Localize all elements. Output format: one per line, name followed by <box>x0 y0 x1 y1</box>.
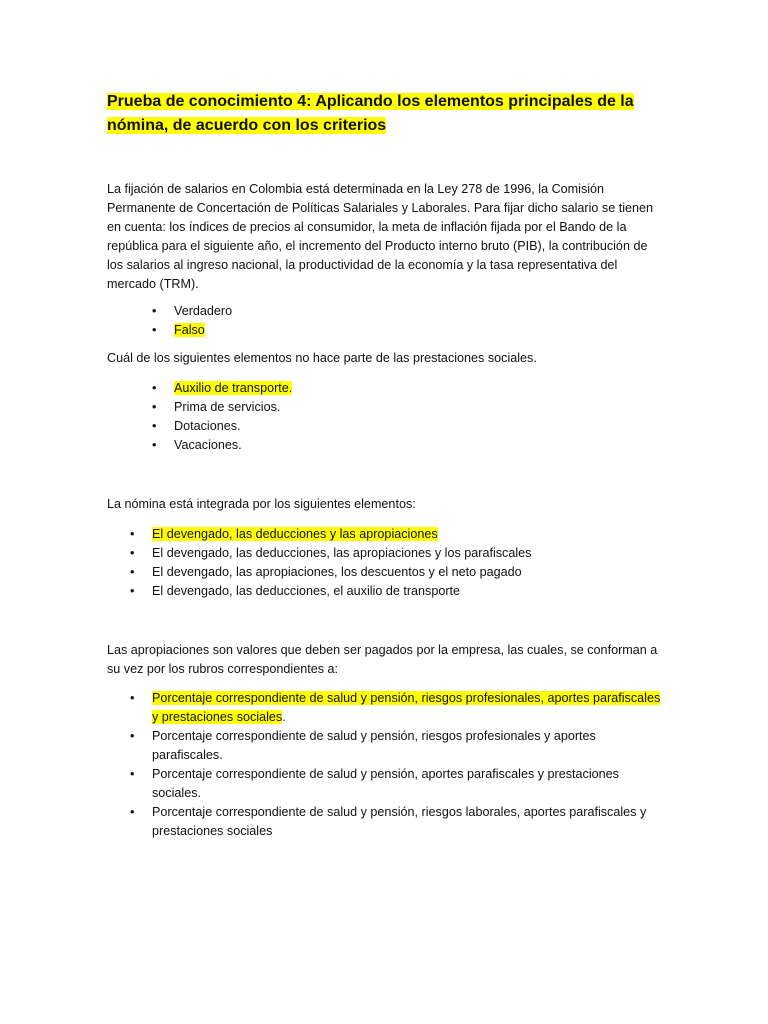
list-item: • Porcentaje correspondiente de salud y pensión, aportes parafiscales y prestaciones sociales. <box>107 765 663 803</box>
list-item: • Porcentaje correspondiente de salud y pensión, riesgos laborales, aportes parafiscales y prestaciones sociales <box>107 803 663 841</box>
question-3-text: La nómina está integrada por los siguientes elementos: <box>107 497 416 511</box>
list-item <box>107 379 663 398</box>
question-4-text: Las apropiaciones son valores que deben ser pagados por la empresa, las cuales, se conforman a su vez por los rubros correspondientes a: <box>107 643 658 676</box>
question-2 <box>107 349 663 368</box>
question-1-text: La fijación de salarios en Colombia está determinada en la Ley 278 de 1996, la Comisión Permanente de Concertación de Políticas Salariales y Laborales. Para fijar dicho salario se tienen en cuenta: los índices de precios al consumidor, la meta de inflación fijada por el Bando de la república para el siguiente año, el incremento del Producto interno bruto (PIB), la contribución de los salarios al ingreso nacional, la productividad de la economía y la tasa representativa del mercado (TRM). <box>107 182 654 291</box>
question-1 <box>107 180 663 294</box>
question-4-options <box>107 689 663 841</box>
list-item: • Prima de servicios. <box>107 398 663 417</box>
answer-highlight: Auxilio de transporte. <box>174 381 293 395</box>
list-item: • El devengado, las deducciones, el auxilio de transporte <box>107 582 663 601</box>
list-item: • Vacaciones. <box>107 436 663 455</box>
question-2-text: Cuál de los siguientes elementos no hace parte de las prestaciones sociales. <box>107 351 537 365</box>
list-item: • Dotaciones. <box>107 417 663 436</box>
page-title <box>107 90 647 138</box>
question-1-options <box>107 302 663 340</box>
answer-highlight: Falso <box>174 323 205 337</box>
question-2-options <box>107 379 663 455</box>
list-item: • El devengado, las apropiaciones, los descuentos y el neto pagado <box>107 563 663 582</box>
answer-highlight: Porcentaje correspondiente de salud y pensión, riesgos profesionales, aportes parafiscales y prestaciones sociales <box>152 691 661 724</box>
question-3 <box>107 495 663 514</box>
list-item: • El devengado, las deducciones, las apropiaciones y los parafiscales <box>107 544 663 563</box>
list-item: • Porcentaje correspondiente de salud y pensión, riesgos profesionales, aportes parafiscales y prestaciones sociales. <box>107 689 663 727</box>
list-item <box>107 321 663 340</box>
list-item <box>107 525 663 544</box>
list-item: • Verdadero <box>107 302 663 321</box>
answer-highlight: El devengado, las deducciones y las apropiaciones <box>152 527 438 541</box>
list-item: • Porcentaje correspondiente de salud y pensión, riesgos profesionales y aportes parafiscales. <box>107 727 663 765</box>
question-4 <box>107 641 663 679</box>
question-3-options <box>107 525 663 601</box>
title-highlight: Prueba de conocimiento 4: Aplicando los elementos principales de la nómina, de acuerdo con los criterios <box>107 93 634 134</box>
